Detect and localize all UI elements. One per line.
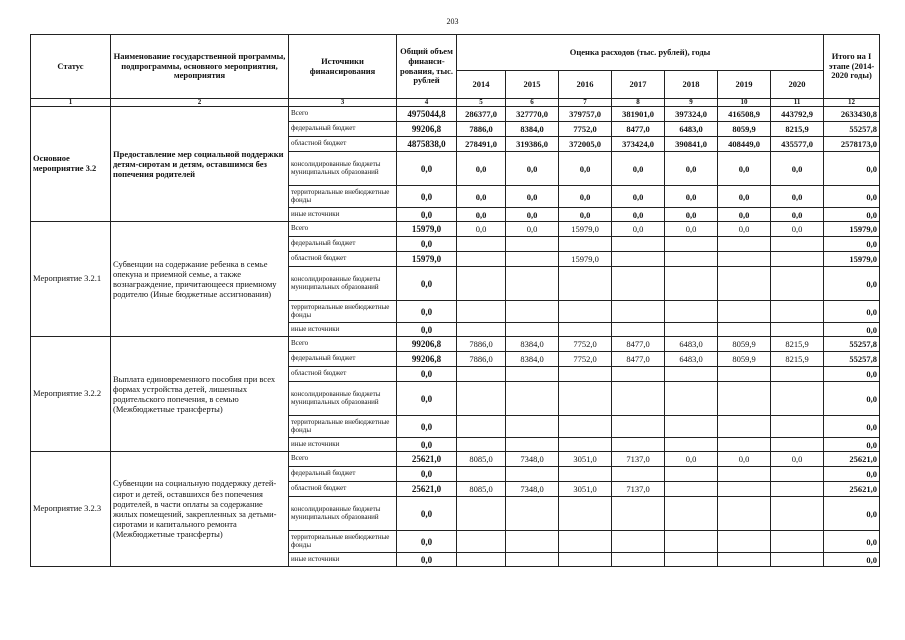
year-value bbox=[506, 497, 559, 531]
year-value bbox=[457, 301, 506, 323]
funding-source: иные источники bbox=[289, 323, 397, 337]
budget-table bbox=[30, 34, 880, 567]
year-value: 8215,9 bbox=[771, 352, 824, 367]
year-value: 372005,0 bbox=[559, 137, 612, 152]
year-value bbox=[665, 497, 718, 531]
year-value: 381901,0 bbox=[612, 107, 665, 122]
header-year: 2018 bbox=[665, 71, 718, 99]
final-value: 0,0 bbox=[824, 208, 880, 222]
year-value: 0,0 bbox=[718, 152, 771, 186]
year-value: 0,0 bbox=[718, 452, 771, 467]
year-value bbox=[457, 267, 506, 301]
table-row bbox=[31, 107, 880, 122]
section-name: Субвенции на содержание ребенка в семье опекуна и приемной семье, а также вознаграждение, причитающееся приемному родителю (Иные бюджетные ассигнования) bbox=[111, 222, 289, 337]
year-value: 15979,0 bbox=[559, 252, 612, 267]
funding-source: иные источники bbox=[289, 553, 397, 567]
year-value bbox=[771, 301, 824, 323]
header-year: 2014 bbox=[457, 71, 506, 99]
final-value: 0,0 bbox=[824, 416, 880, 438]
year-value: 0,0 bbox=[612, 222, 665, 237]
funding-source: территориальные внебюджетные фонды bbox=[289, 186, 397, 208]
year-value bbox=[457, 237, 506, 252]
column-number: 2 bbox=[111, 99, 289, 107]
final-value: 0,0 bbox=[824, 531, 880, 553]
header-year: 2015 bbox=[506, 71, 559, 99]
funding-source: Всего bbox=[289, 222, 397, 237]
header-name: Наименование государственной программы, подпрограммы, основного мероприятия, мероприятия bbox=[111, 35, 289, 99]
year-value: 7886,0 bbox=[457, 337, 506, 352]
total-value: 0,0 bbox=[397, 553, 457, 567]
funding-source: областной бюджет bbox=[289, 137, 397, 152]
year-value: 7886,0 bbox=[457, 352, 506, 367]
header-year: 2016 bbox=[559, 71, 612, 99]
total-value: 0,0 bbox=[397, 438, 457, 452]
year-value: 0,0 bbox=[771, 186, 824, 208]
year-value bbox=[559, 267, 612, 301]
header-total: Общий объем финанси-рования, тыс. рублей bbox=[397, 35, 457, 99]
header-year: 2020 bbox=[771, 71, 824, 99]
year-value bbox=[612, 301, 665, 323]
year-value bbox=[771, 267, 824, 301]
year-value bbox=[665, 323, 718, 337]
section-name: Выплата единовременного пособия при всех формах устройства детей, лишенных родительского попечения, в семью (Межбюджетные трансферты) bbox=[111, 337, 289, 452]
header-year: 2019 bbox=[718, 71, 771, 99]
final-value: 0,0 bbox=[824, 467, 880, 482]
column-number: 4 bbox=[397, 99, 457, 107]
year-value: 0,0 bbox=[665, 186, 718, 208]
total-value: 25621,0 bbox=[397, 482, 457, 497]
year-value bbox=[718, 438, 771, 452]
year-value: 8384,0 bbox=[506, 337, 559, 352]
year-value bbox=[457, 553, 506, 567]
year-value: 0,0 bbox=[771, 152, 824, 186]
year-value: 0,0 bbox=[771, 452, 824, 467]
year-value: 15979,0 bbox=[559, 222, 612, 237]
year-value bbox=[665, 237, 718, 252]
year-value: 0,0 bbox=[506, 186, 559, 208]
section-status: Основное мероприятие 3.2 bbox=[31, 107, 111, 222]
funding-source: консолидированные бюджеты муниципальных образований bbox=[289, 267, 397, 301]
year-value bbox=[506, 438, 559, 452]
year-value: 0,0 bbox=[559, 208, 612, 222]
total-value: 99206,8 bbox=[397, 352, 457, 367]
year-value: 379757,0 bbox=[559, 107, 612, 122]
year-value: 6483,0 bbox=[665, 122, 718, 137]
year-value bbox=[665, 252, 718, 267]
year-value bbox=[559, 323, 612, 337]
year-value bbox=[612, 367, 665, 382]
year-value bbox=[718, 531, 771, 553]
year-value bbox=[718, 237, 771, 252]
total-value: 0,0 bbox=[397, 208, 457, 222]
year-value bbox=[506, 323, 559, 337]
funding-source: федеральный бюджет bbox=[289, 122, 397, 137]
column-number: 7 bbox=[559, 99, 612, 107]
funding-source: областной бюджет bbox=[289, 252, 397, 267]
year-value bbox=[718, 482, 771, 497]
year-value bbox=[718, 252, 771, 267]
total-value: 4975044,8 bbox=[397, 107, 457, 122]
year-value: 8085,0 bbox=[457, 482, 506, 497]
year-value: 6483,0 bbox=[665, 337, 718, 352]
year-value bbox=[559, 531, 612, 553]
column-number: 5 bbox=[457, 99, 506, 107]
final-value: 2578173,0 bbox=[824, 137, 880, 152]
funding-source: областной бюджет bbox=[289, 482, 397, 497]
year-value: 7752,0 bbox=[559, 352, 612, 367]
year-value: 0,0 bbox=[718, 208, 771, 222]
year-value bbox=[665, 367, 718, 382]
year-value: 8059,9 bbox=[718, 122, 771, 137]
header-estimate: Оценка расходов (тыс. рублей), годы bbox=[457, 35, 824, 71]
final-value: 0,0 bbox=[824, 152, 880, 186]
total-value: 0,0 bbox=[397, 531, 457, 553]
section-name: Субвенции на социальную поддержку детей-сирот и детей, оставшихся без попечения родителей, в части оплаты за содержание жилых помещений, закрепленных за детьми-сиротами и капитального ремонта (Межбюджетные трансферты) bbox=[111, 452, 289, 567]
year-value: 390841,0 bbox=[665, 137, 718, 152]
column-number: 12 bbox=[824, 99, 880, 107]
year-value: 0,0 bbox=[457, 222, 506, 237]
year-value: 0,0 bbox=[718, 186, 771, 208]
year-value: 443792,9 bbox=[771, 107, 824, 122]
total-value: 99206,8 bbox=[397, 337, 457, 352]
table-row bbox=[31, 337, 880, 352]
year-value bbox=[612, 237, 665, 252]
year-value: 7886,0 bbox=[457, 122, 506, 137]
year-value bbox=[665, 553, 718, 567]
year-value bbox=[457, 497, 506, 531]
funding-source: федеральный бюджет bbox=[289, 237, 397, 252]
final-value: 0,0 bbox=[824, 553, 880, 567]
year-value: 0,0 bbox=[559, 152, 612, 186]
total-value: 0,0 bbox=[397, 237, 457, 252]
year-value bbox=[718, 301, 771, 323]
total-value: 0,0 bbox=[397, 382, 457, 416]
year-value: 278491,0 bbox=[457, 137, 506, 152]
year-value bbox=[665, 416, 718, 438]
year-value bbox=[457, 438, 506, 452]
year-value: 7137,0 bbox=[612, 452, 665, 467]
year-value bbox=[771, 553, 824, 567]
year-value bbox=[506, 267, 559, 301]
funding-source: Всего bbox=[289, 337, 397, 352]
year-value: 0,0 bbox=[718, 222, 771, 237]
year-value: 8384,0 bbox=[506, 122, 559, 137]
funding-source: территориальные внебюджетные фонды bbox=[289, 301, 397, 323]
funding-source: консолидированные бюджеты муниципальных образований bbox=[289, 152, 397, 186]
total-value: 0,0 bbox=[397, 323, 457, 337]
year-value bbox=[457, 467, 506, 482]
year-value bbox=[665, 467, 718, 482]
year-value: 8085,0 bbox=[457, 452, 506, 467]
year-value bbox=[559, 467, 612, 482]
year-value bbox=[506, 553, 559, 567]
year-value: 0,0 bbox=[559, 186, 612, 208]
year-value: 0,0 bbox=[612, 186, 665, 208]
header-year: 2017 bbox=[612, 71, 665, 99]
year-value bbox=[718, 367, 771, 382]
header-final: Итого на I этапе (2014-2020 годы) bbox=[824, 35, 880, 99]
funding-source: Всего bbox=[289, 452, 397, 467]
year-value: 8384,0 bbox=[506, 352, 559, 367]
final-value: 0,0 bbox=[824, 497, 880, 531]
year-value bbox=[559, 301, 612, 323]
year-value: 3051,0 bbox=[559, 452, 612, 467]
year-value: 8477,0 bbox=[612, 352, 665, 367]
final-value: 25621,0 bbox=[824, 452, 880, 467]
year-value bbox=[665, 482, 718, 497]
table-body bbox=[31, 107, 880, 567]
year-value bbox=[718, 323, 771, 337]
final-value: 15979,0 bbox=[824, 252, 880, 267]
header-source: Источники финансирования bbox=[289, 35, 397, 99]
total-value: 25621,0 bbox=[397, 452, 457, 467]
year-value: 0,0 bbox=[457, 208, 506, 222]
funding-source: территориальные внебюджетные фонды bbox=[289, 531, 397, 553]
year-value: 8059,9 bbox=[718, 337, 771, 352]
year-value bbox=[612, 323, 665, 337]
year-value bbox=[506, 416, 559, 438]
total-value: 0,0 bbox=[397, 367, 457, 382]
year-value bbox=[506, 382, 559, 416]
year-value bbox=[559, 438, 612, 452]
year-value bbox=[506, 531, 559, 553]
year-value bbox=[457, 367, 506, 382]
year-value: 8215,9 bbox=[771, 122, 824, 137]
funding-source: консолидированные бюджеты муниципальных образований bbox=[289, 497, 397, 531]
year-value: 0,0 bbox=[612, 208, 665, 222]
funding-source: областной бюджет bbox=[289, 367, 397, 382]
year-value bbox=[612, 467, 665, 482]
total-value: 0,0 bbox=[397, 186, 457, 208]
year-value: 0,0 bbox=[457, 186, 506, 208]
column-number: 11 bbox=[771, 99, 824, 107]
year-value: 0,0 bbox=[506, 208, 559, 222]
year-value bbox=[612, 531, 665, 553]
total-value: 15979,0 bbox=[397, 222, 457, 237]
year-value bbox=[665, 382, 718, 416]
year-value bbox=[559, 497, 612, 531]
total-value: 0,0 bbox=[397, 467, 457, 482]
funding-source: консолидированные бюджеты муниципальных образований bbox=[289, 382, 397, 416]
final-value: 55257,8 bbox=[824, 122, 880, 137]
section-status: Мероприятие 3.2.3 bbox=[31, 452, 111, 567]
year-value: 0,0 bbox=[665, 152, 718, 186]
year-value bbox=[718, 497, 771, 531]
year-value bbox=[718, 467, 771, 482]
column-number: 6 bbox=[506, 99, 559, 107]
final-value: 15979,0 bbox=[824, 222, 880, 237]
year-value bbox=[771, 323, 824, 337]
year-value bbox=[771, 482, 824, 497]
year-value bbox=[718, 553, 771, 567]
section-name: Предоставление мер социальной поддержки детям-сиротам и детям, оставшимся без попечения родителей bbox=[111, 107, 289, 222]
year-value bbox=[612, 497, 665, 531]
funding-source: иные источники bbox=[289, 208, 397, 222]
year-value: 8477,0 bbox=[612, 337, 665, 352]
section-status: Мероприятие 3.2.1 bbox=[31, 222, 111, 337]
column-number: 8 bbox=[612, 99, 665, 107]
year-value bbox=[718, 267, 771, 301]
year-value bbox=[665, 438, 718, 452]
final-value: 2633430,8 bbox=[824, 107, 880, 122]
year-value: 0,0 bbox=[506, 222, 559, 237]
year-value: 408449,0 bbox=[718, 137, 771, 152]
year-value: 0,0 bbox=[771, 208, 824, 222]
year-value bbox=[718, 416, 771, 438]
year-value: 435577,0 bbox=[771, 137, 824, 152]
year-value: 8059,9 bbox=[718, 352, 771, 367]
year-value bbox=[718, 382, 771, 416]
year-value bbox=[771, 497, 824, 531]
year-value: 397324,0 bbox=[665, 107, 718, 122]
total-value: 15979,0 bbox=[397, 252, 457, 267]
year-value bbox=[771, 531, 824, 553]
column-number: 1 bbox=[31, 99, 111, 107]
funding-source: федеральный бюджет bbox=[289, 467, 397, 482]
year-value: 0,0 bbox=[665, 452, 718, 467]
column-number: 3 bbox=[289, 99, 397, 107]
year-value: 8215,9 bbox=[771, 337, 824, 352]
year-value bbox=[612, 252, 665, 267]
funding-source: Всего bbox=[289, 107, 397, 122]
year-value: 319386,0 bbox=[506, 137, 559, 152]
year-value bbox=[612, 267, 665, 301]
year-value bbox=[559, 382, 612, 416]
year-value bbox=[612, 438, 665, 452]
funding-source: федеральный бюджет bbox=[289, 352, 397, 367]
table-row bbox=[31, 452, 880, 467]
final-value: 0,0 bbox=[824, 186, 880, 208]
final-value: 55257,8 bbox=[824, 352, 880, 367]
total-value: 0,0 bbox=[397, 267, 457, 301]
year-value: 7752,0 bbox=[559, 337, 612, 352]
table-row bbox=[31, 222, 880, 237]
column-number: 9 bbox=[665, 99, 718, 107]
year-value: 0,0 bbox=[612, 152, 665, 186]
year-value: 286377,0 bbox=[457, 107, 506, 122]
year-value bbox=[559, 553, 612, 567]
year-value bbox=[771, 237, 824, 252]
total-value: 0,0 bbox=[397, 301, 457, 323]
year-value bbox=[457, 531, 506, 553]
year-value bbox=[771, 367, 824, 382]
year-value bbox=[457, 382, 506, 416]
column-number: 10 bbox=[718, 99, 771, 107]
year-value: 7752,0 bbox=[559, 122, 612, 137]
year-value bbox=[506, 301, 559, 323]
year-value bbox=[559, 237, 612, 252]
year-value: 0,0 bbox=[457, 152, 506, 186]
final-value: 0,0 bbox=[824, 267, 880, 301]
year-value: 3051,0 bbox=[559, 482, 612, 497]
year-value: 8477,0 bbox=[612, 122, 665, 137]
total-value: 99206,8 bbox=[397, 122, 457, 137]
year-value: 7348,0 bbox=[506, 482, 559, 497]
year-value bbox=[771, 252, 824, 267]
final-value: 0,0 bbox=[824, 382, 880, 416]
year-value bbox=[506, 367, 559, 382]
year-value bbox=[665, 531, 718, 553]
funding-source: территориальные внебюджетные фонды bbox=[289, 416, 397, 438]
total-value: 0,0 bbox=[397, 416, 457, 438]
funding-source: иные источники bbox=[289, 438, 397, 452]
year-value bbox=[612, 382, 665, 416]
year-value: 0,0 bbox=[506, 152, 559, 186]
year-value bbox=[771, 382, 824, 416]
year-value: 6483,0 bbox=[665, 352, 718, 367]
year-value: 0,0 bbox=[771, 222, 824, 237]
year-value bbox=[506, 237, 559, 252]
year-value: 7348,0 bbox=[506, 452, 559, 467]
final-value: 0,0 bbox=[824, 438, 880, 452]
header-status: Статус bbox=[31, 35, 111, 99]
year-value bbox=[457, 416, 506, 438]
year-value: 416508,9 bbox=[718, 107, 771, 122]
page-number: 203 bbox=[446, 17, 459, 26]
year-value bbox=[612, 416, 665, 438]
final-value: 0,0 bbox=[824, 301, 880, 323]
final-value: 55257,8 bbox=[824, 337, 880, 352]
section-status: Мероприятие 3.2.2 bbox=[31, 337, 111, 452]
year-value bbox=[665, 267, 718, 301]
year-value bbox=[665, 301, 718, 323]
final-value: 0,0 bbox=[824, 367, 880, 382]
year-value bbox=[506, 252, 559, 267]
year-value bbox=[506, 467, 559, 482]
year-value bbox=[612, 553, 665, 567]
year-value bbox=[457, 323, 506, 337]
year-value: 7137,0 bbox=[612, 482, 665, 497]
final-value: 0,0 bbox=[824, 323, 880, 337]
year-value bbox=[771, 416, 824, 438]
year-value: 0,0 bbox=[665, 208, 718, 222]
total-value: 0,0 bbox=[397, 152, 457, 186]
year-value: 327770,0 bbox=[506, 107, 559, 122]
year-value bbox=[771, 467, 824, 482]
year-value bbox=[559, 416, 612, 438]
year-value bbox=[771, 438, 824, 452]
year-value: 0,0 bbox=[665, 222, 718, 237]
final-value: 25621,0 bbox=[824, 482, 880, 497]
year-value: 373424,0 bbox=[612, 137, 665, 152]
final-value: 0,0 bbox=[824, 237, 880, 252]
total-value: 4875838,0 bbox=[397, 137, 457, 152]
total-value: 0,0 bbox=[397, 497, 457, 531]
year-value bbox=[457, 252, 506, 267]
year-value bbox=[559, 367, 612, 382]
